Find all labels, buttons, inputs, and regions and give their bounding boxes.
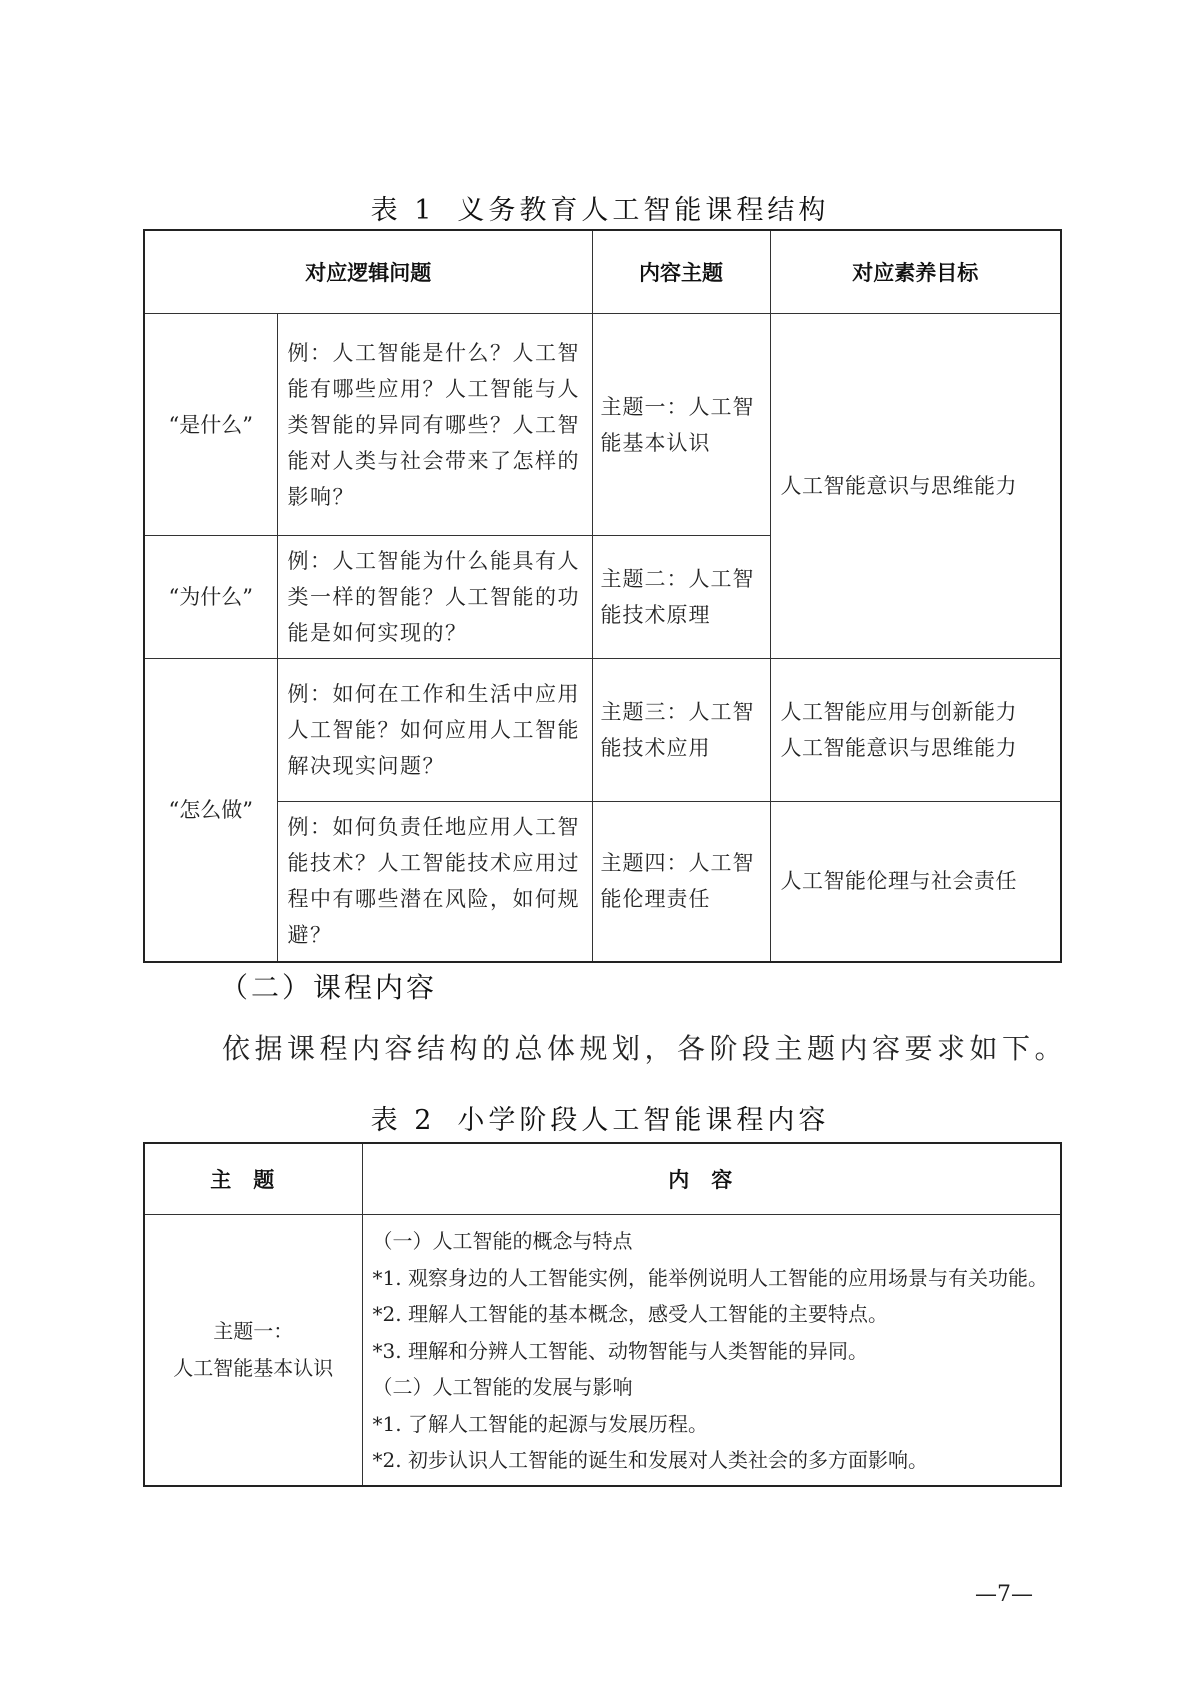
content-item: *2. 初步认识人工智能的诞生和发展对人类社会的多方面影响。 [372,1448,928,1472]
topic-cell: 主题二：人工智能技术原理 [592,536,770,659]
content-subheading: （一）人工智能的概念与特点 [372,1229,633,1253]
table2-caption [0,1098,1200,1137]
example-text: 例：如何负责任地应用人工智能技术？人工智能技术应用过程中有哪些潜在风险，如何规避？ [277,802,592,962]
goal-line: 人工智能意识与思维能力 [780,736,1017,760]
table1-caption [0,188,1200,227]
table1-caption-number: 表 1 [370,195,436,226]
goal-cell: 人工智能伦理与社会责任 [770,802,1061,962]
example-text: 例：人工智能是什么？人工智能有哪些应用？人工智能与人类智能的异同有哪些？人工智能对人类与社会带来了怎样的影响？ [277,314,592,536]
goal-line: 人工智能应用与创新能力 [780,700,1017,724]
header-topic: 主题 [144,1143,362,1215]
header-literacy-goal: 对应素养目标 [770,230,1061,314]
goal-cell [770,659,1061,802]
content-item: *3. 理解和分辨人工智能、动物智能与人类智能的异同。 [372,1338,868,1363]
header-logic-question: 对应逻辑问题 [144,230,592,314]
example-text: 例：人工智能为什么能具有人类一样的智能？人工智能的功能是如何实现的？ [277,536,592,659]
topic-cell: 主题一：人工智能基本认识 [592,314,770,536]
example-text: 例：如何在工作和生活中应用人工智能？如何应用人工智能解决现实问题？ [277,659,592,802]
topic-cell: 主题三：人工智能技术应用 [592,659,770,802]
content-cell [362,1215,1061,1486]
question-how: “怎么做” [144,659,277,962]
table2-caption-title: 小学阶段人工智能课程内容 [457,1105,830,1136]
table-row [144,659,1061,802]
header-content: 内容 [362,1143,1061,1215]
table-row [144,314,1061,536]
content-item: *1. 观察身边的人工智能实例，能举例说明人工智能的应用场景与有关功能。 [372,1265,1048,1290]
topic-line: 人工智能基本认识 [173,1355,334,1380]
section-heading: （二）课程内容 [220,971,438,1004]
content-item: *2. 理解人工智能的基本概念，感受人工智能的主要特点。 [372,1302,888,1326]
topic-cell: 主题四：人工智能伦理责任 [592,802,770,962]
page-number: —7— [975,1582,1033,1607]
topic-line: 主题一： [213,1319,294,1344]
content-subheading: （二）人工智能的发展与影响 [372,1375,633,1399]
question-why: “为什么” [144,536,277,659]
goal-cell: 人工智能意识与思维能力 [770,314,1061,659]
table-row [144,1215,1061,1486]
section-paragraph: 依据课程内容结构的总体规划，各阶段主题内容要求如下。 [222,1032,1068,1065]
table2-caption-number: 表 2 [370,1105,436,1136]
course-structure-table [143,229,1062,963]
topic-cell [144,1215,362,1486]
table2-header-row [144,1143,1061,1215]
header-content-topic: 内容主题 [592,230,770,314]
primary-course-content-table [143,1142,1062,1487]
content-item: *1. 了解人工智能的起源与发展历程。 [372,1411,708,1436]
table-row [144,802,1061,962]
table1-header-row [144,230,1061,314]
table1-caption-title: 义务教育人工智能课程结构 [457,195,830,226]
question-what: “是什么” [144,314,277,536]
